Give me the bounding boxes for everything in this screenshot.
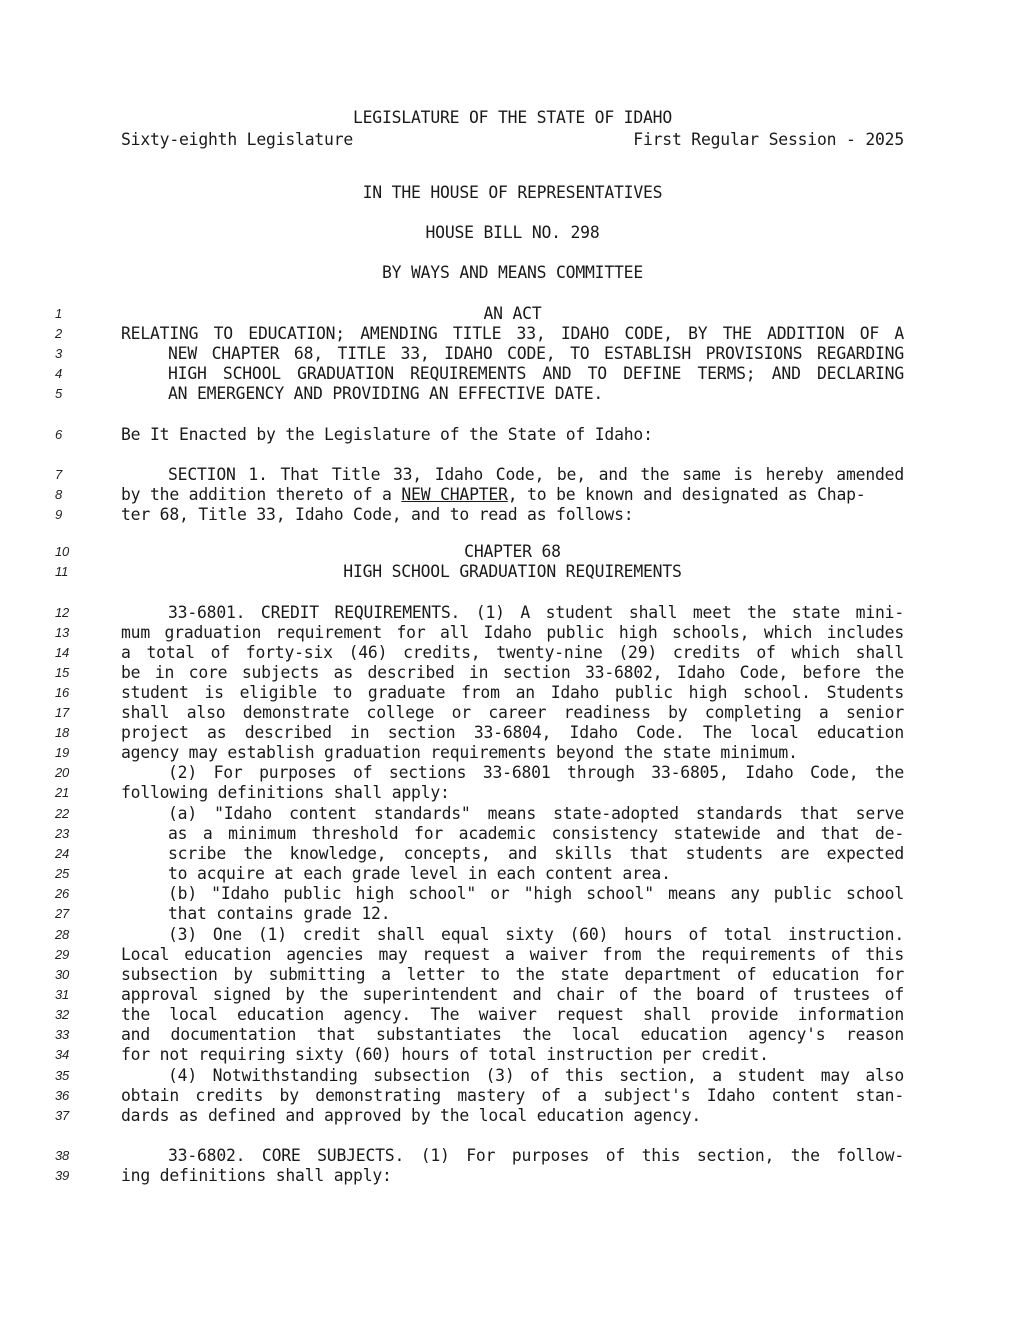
section-text: by the addition thereto of a [121, 485, 392, 504]
body-line: to acquire at each grade level in each content area. [168, 864, 671, 883]
body-line: 33-6802. CORE SUBJECTS. (1) For purposes of this section, the follow- [168, 1146, 904, 1165]
body-line: 33-6801. CREDIT REQUIREMENTS. (1) A student shall meet the state mini- [168, 603, 904, 622]
chapter-number: CHAPTER 68 [464, 542, 561, 561]
section-line: SECTION 1. That Title 33, Idaho Code, be, and the same is hereby amended [168, 465, 904, 484]
section-line: ter 68, Title 33, Idaho Code, and to read as follows: [121, 505, 634, 524]
body-line: following definitions shall apply: [121, 783, 450, 802]
body-line: (2) For purposes of sections 33-6801 through 33-6805, Idaho Code, the [168, 763, 904, 782]
line-number: 34 [55, 1047, 70, 1062]
line-number: 12 [55, 605, 70, 620]
line-number: 2 [55, 326, 63, 341]
session-name: First Regular Session - 2025 [633, 130, 904, 149]
body-line: (a) "Idaho content standards" means state-adopted standards that serve [168, 804, 904, 823]
title-line: NEW CHAPTER 68, TITLE 33, IDAHO CODE, TO ESTABLISH PROVISIONS REGARDING [168, 344, 904, 363]
legislature-title: LEGISLATURE OF THE STATE OF IDAHO [352, 108, 673, 127]
enacting-clause: Be It Enacted by the Legislature of the State of Idaho: [121, 425, 653, 444]
body-line: subsection by submitting a letter to the state department of education for [121, 965, 904, 984]
body-line: be in core subjects as described in section 33-6802, Idaho Code, before the [121, 663, 904, 682]
line-number: 38 [55, 1148, 70, 1163]
line-number: 17 [55, 705, 70, 720]
line-number: 4 [55, 366, 63, 381]
line-number: 11 [55, 564, 69, 579]
body-line: as a minimum threshold for academic consistency statewide and that de- [168, 824, 904, 843]
body-line: that contains grade 12. [168, 904, 391, 923]
line-number: 35 [55, 1068, 70, 1083]
line-number: 33 [55, 1027, 70, 1042]
line-number: 39 [55, 1168, 70, 1183]
line-number: 37 [55, 1108, 70, 1123]
body-line: agency may establish graduation requirements beyond the state minimum. [121, 743, 798, 762]
line-number: 3 [55, 346, 63, 361]
body-line: (3) One (1) credit shall equal sixty (60) hours of total instruction. [168, 925, 904, 944]
line-number: 32 [55, 1007, 70, 1022]
line-number: 24 [55, 846, 70, 861]
line-number: 25 [55, 866, 70, 881]
line-number: 20 [55, 765, 70, 780]
title-line: RELATING TO EDUCATION; AMENDING TITLE 33, IDAHO CODE, BY THE ADDITION OF A [121, 324, 904, 343]
chamber-heading: IN THE HOUSE OF REPRESENTATIVES [362, 183, 663, 202]
body-line: (b) "Idaho public high school" or "high school" means any public school [168, 884, 904, 903]
line-number: 13 [55, 625, 70, 640]
body-line: obtain credits by demonstrating mastery of a subject's Idaho content stan- [121, 1086, 904, 1105]
body-line: mum graduation requirement for all Idaho public high schools, which includes [121, 623, 904, 642]
line-number: 15 [55, 665, 70, 680]
line-number: 1 [55, 306, 63, 321]
title-line: HIGH SCHOOL GRADUATION REQUIREMENTS AND TO DEFINE TERMS; AND DECLARING [168, 364, 904, 383]
body-line: for not requiring sixty (60) hours of total instruction per credit. [121, 1045, 769, 1064]
body-line: student is eligible to graduate from an Idaho public high school. Students [121, 683, 904, 702]
body-line: (4) Notwithstanding subsection (3) of this section, a student may also [168, 1066, 904, 1085]
line-number: 31 [55, 987, 70, 1002]
line-number: 7 [55, 467, 63, 482]
new-chapter-underlined: NEW CHAPTER [401, 485, 508, 504]
body-line: dards as defined and approved by the local education agency. [121, 1106, 702, 1125]
body-line: approval signed by the superintendent and chair of the board of trustees of [121, 985, 904, 1004]
line-number: 22 [55, 806, 70, 821]
line-number: 16 [55, 685, 70, 700]
line-number: 19 [55, 745, 70, 760]
line-number: 29 [55, 947, 70, 962]
line-number: 27 [55, 906, 70, 921]
line-number: 26 [55, 886, 70, 901]
legislature-name: Sixty-eighth Legislature [121, 130, 354, 149]
line-number: 23 [55, 826, 70, 841]
body-line: the local education agency. The waiver request shall provide information [121, 1005, 904, 1024]
line-number: 28 [55, 927, 70, 942]
line-number: 8 [55, 487, 63, 502]
line-number: 36 [55, 1088, 70, 1103]
body-line: shall also demonstrate college or career readiness by completing a senior [121, 703, 904, 722]
body-line: project as described in section 33-6804, Idaho Code. The local education [121, 723, 904, 742]
line-number: 30 [55, 967, 70, 982]
bill-number: HOUSE BILL NO. 298 [425, 223, 600, 242]
body-line: ing definitions shall apply: [121, 1166, 392, 1185]
section-text: , to be known and designated as Chap- [507, 485, 866, 504]
section-line [121, 485, 904, 504]
body-line: Local education agencies may request a waiver from the requirements of this [121, 945, 904, 964]
line-number: 5 [55, 386, 63, 401]
line-number: 18 [55, 725, 70, 740]
sponsor-line: BY WAYS AND MEANS COMMITTEE [381, 263, 644, 282]
chapter-title: HIGH SCHOOL GRADUATION REQUIREMENTS [343, 562, 682, 581]
act-heading: AN ACT [483, 304, 542, 323]
body-line: a total of forty-six (46) credits, twenty-nine (29) credits of which shall [121, 643, 904, 662]
line-number: 9 [55, 507, 63, 522]
line-number: 14 [55, 645, 70, 660]
line-number: 6 [55, 427, 63, 442]
title-line: AN EMERGENCY AND PROVIDING AN EFFECTIVE DATE. [168, 384, 604, 403]
body-line: scribe the knowledge, concepts, and skills that students are expected [168, 844, 904, 863]
body-line: and documentation that substantiates the local education agency's reason [121, 1025, 904, 1044]
line-number: 21 [55, 785, 70, 800]
line-number: 10 [55, 544, 70, 559]
